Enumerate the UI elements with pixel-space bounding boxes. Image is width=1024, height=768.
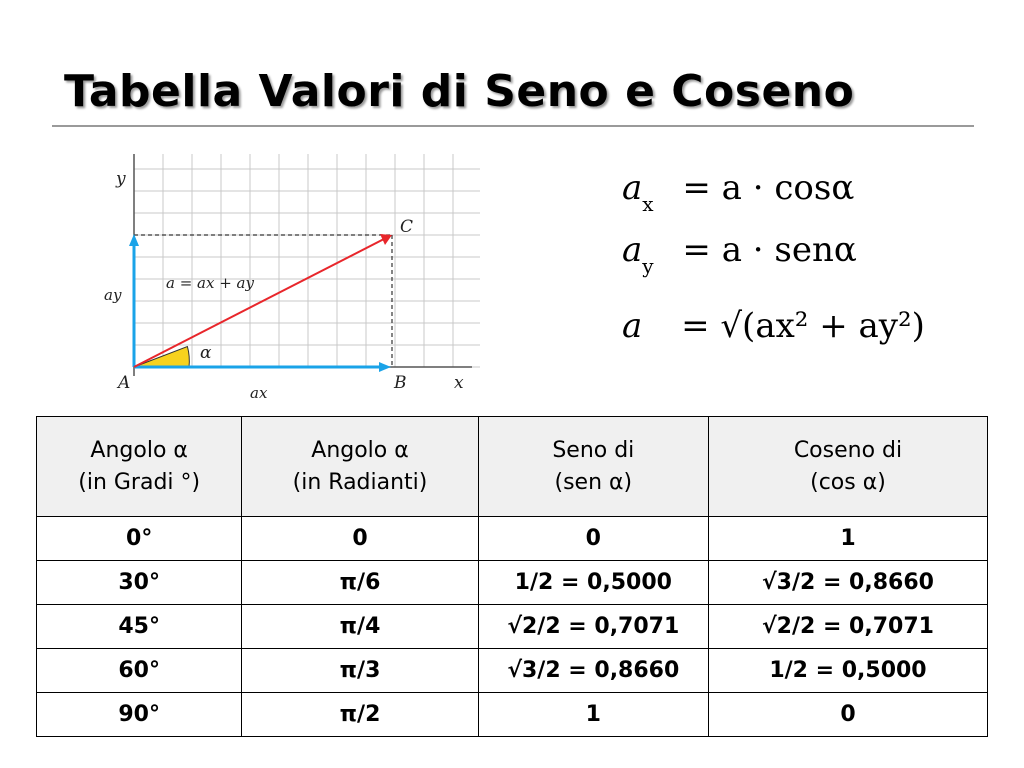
cell-radians: π/4	[242, 605, 478, 649]
cell-sine: √2/2 = 0,7071	[478, 605, 708, 649]
label-y: y	[116, 169, 126, 189]
cell-cosine: √2/2 = 0,7071	[708, 605, 987, 649]
label-ay: ay	[104, 286, 122, 304]
cell-degrees: 90°	[37, 693, 242, 737]
label-vector-sum: a = ax + ay	[166, 274, 254, 292]
label-x: x	[454, 373, 464, 393]
cell-degrees: 60°	[37, 649, 242, 693]
header-sine: Seno di (sen α)	[478, 417, 708, 517]
cell-cosine: 1/2 = 0,5000	[708, 649, 987, 693]
slide-title: Tabella Valori di Seno e Coseno	[64, 66, 855, 117]
cell-radians: π/3	[242, 649, 478, 693]
grid	[134, 154, 480, 367]
cell-degrees: 0°	[37, 517, 242, 561]
table-row	[37, 517, 988, 561]
cell-radians: 0	[242, 517, 478, 561]
vector-diagram	[96, 150, 488, 410]
cell-sine: 1/2 = 0,5000	[478, 561, 708, 605]
header-radians: Angolo α (in Radianti)	[242, 417, 478, 517]
table-row	[37, 693, 988, 737]
cell-cosine: 1	[708, 517, 987, 561]
cell-sine: √3/2 = 0,8660	[478, 649, 708, 693]
cell-degrees: 45°	[37, 605, 242, 649]
cell-cosine: 0	[708, 693, 987, 737]
header-degrees: Angolo α (in Gradi °)	[37, 417, 242, 517]
label-ax: ax	[250, 384, 268, 402]
vector-ax-arrowhead	[379, 362, 391, 372]
cell-degrees: 30°	[37, 561, 242, 605]
title-divider	[52, 125, 974, 127]
formula-ay: $a_y = a \cdot sen\alpha$	[622, 230, 857, 278]
trig-values-table	[36, 416, 988, 737]
cell-sine: 0	[478, 517, 708, 561]
cell-radians: π/6	[242, 561, 478, 605]
header-cosine: Coseno di (cos α)	[708, 417, 987, 517]
vector-ay-arrowhead	[129, 234, 139, 246]
formula-magnitude: a = √(ax² + ay²)	[622, 306, 925, 346]
table-row	[37, 561, 988, 605]
cell-cosine: √3/2 = 0,8660	[708, 561, 987, 605]
table-row	[37, 605, 988, 649]
formula-ax: $a_x = a \cdot \cos\alpha$	[622, 168, 855, 216]
label-B: B	[394, 373, 407, 393]
label-A: A	[118, 373, 131, 393]
angle-alpha-wedge	[134, 347, 189, 368]
label-alpha: α	[200, 343, 212, 363]
table-header-row	[37, 417, 988, 517]
table-row	[37, 649, 988, 693]
label-C: C	[400, 217, 414, 237]
vector-a	[134, 239, 384, 367]
cell-sine: 1	[478, 693, 708, 737]
cell-radians: π/2	[242, 693, 478, 737]
